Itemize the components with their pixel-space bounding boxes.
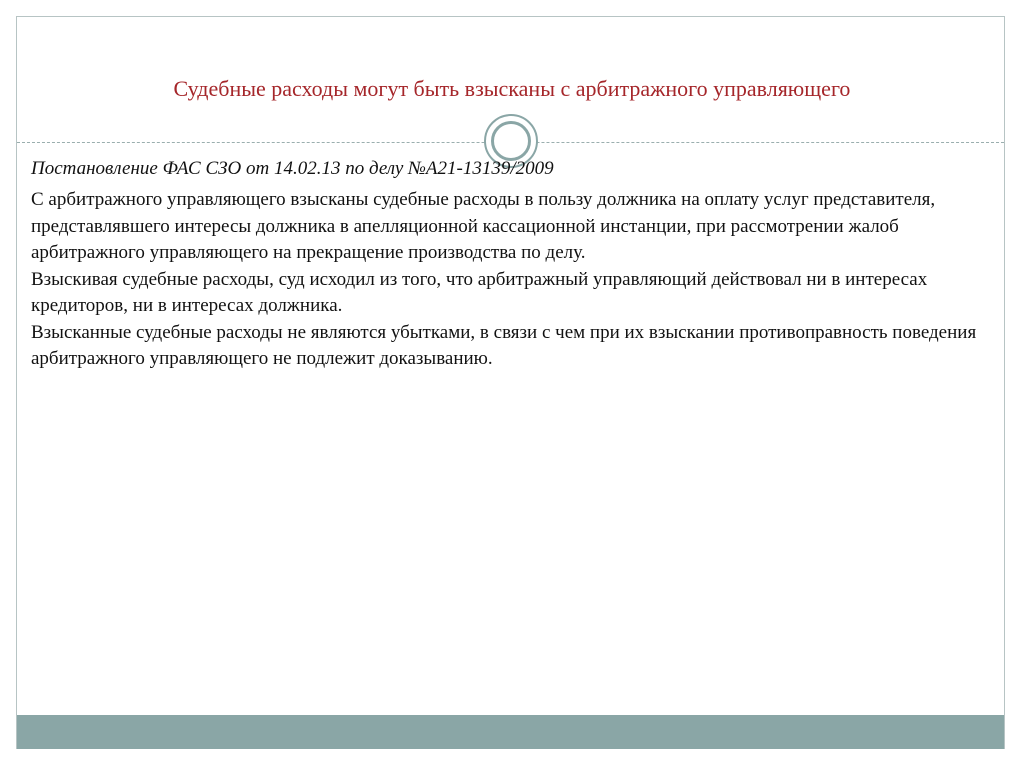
paragraph-1: С арбитражного управляющего взысканы судебные расходы в пользу должника на оплату услуг представителя, представлявшего интересы должника в апелляционной кассационной инстанции, при рассмотрении жалоб арбитражного управляющего на прекращение производства по делу. [31, 189, 936, 263]
paragraph-3: Взысканные судебные расходы не являются убытками, в связи с чем при их взыскании противоправность поведения арбитражного управляющего не подлежит доказыванию. [31, 321, 977, 369]
slide-title: Судебные расходы могут быть взысканы с арбитражного управляющего [173, 76, 851, 101]
case-reference: Постановление ФАС СЗО от 14.02.13 по делу №А21-13139/2009 [31, 158, 554, 179]
paragraph-2: Взыскивая судебные расходы, суд исходил из того, что арбитражный управляющий действовал ни в интересах кредиторов, ни в интересах должника. [31, 268, 928, 316]
footer-bar [17, 715, 1004, 749]
slide-content [31, 155, 981, 373]
